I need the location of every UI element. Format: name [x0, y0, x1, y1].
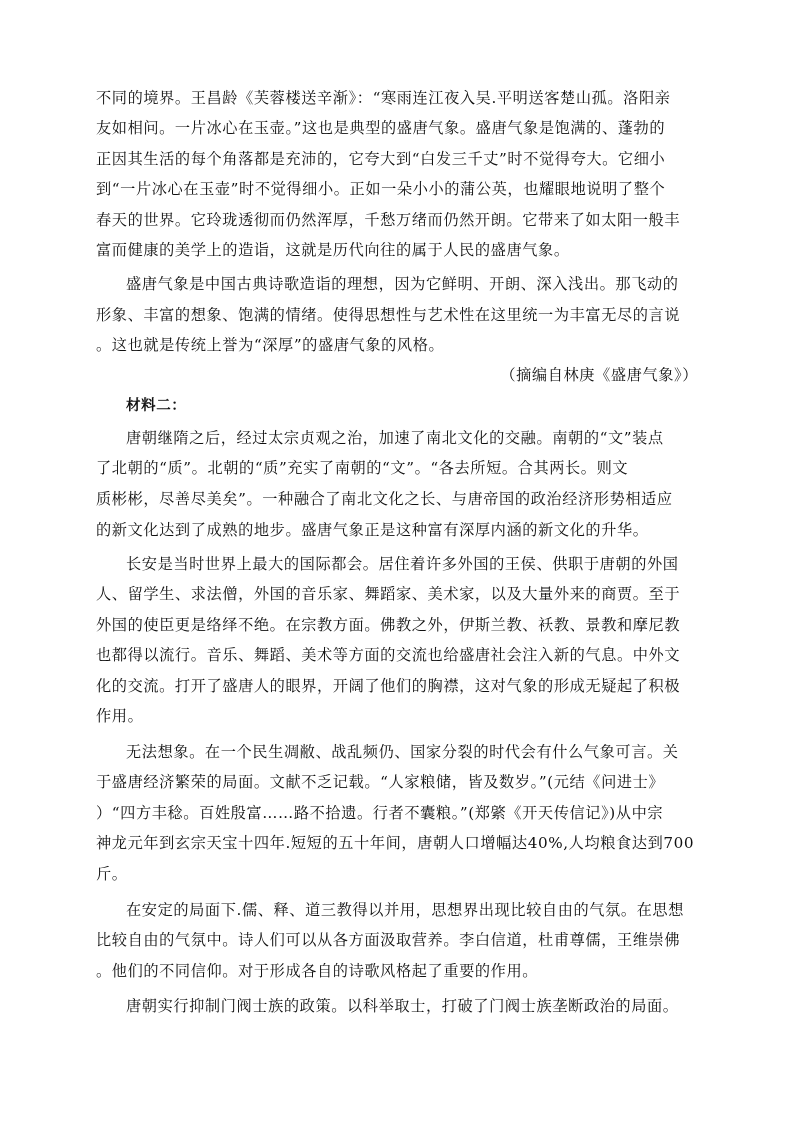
text-line: 于盛唐经济繁荣的局面。文献不乏记载。“人家粮储，皆及数岁。”(元结《问进士》	[96, 773, 665, 791]
text-line: 斤。	[96, 865, 128, 883]
text-line: 了北朝的“质”。北朝的“质”充实了南朝的“文”。“各去所短。合其两长。则文	[96, 459, 629, 477]
text-line: 质彬彬，尽善尽美矣”。一种融合了南北文化之长、与唐帝国的政治经济形势相适应	[96, 490, 673, 508]
text-line: 比较自由的气氛中。诗人们可以从各方面汲取营养。李白信道，杜甫尊儒，王维崇佛	[96, 931, 681, 949]
text-line: 不同的境界。王昌龄《芙蓉楼送辛渐》：“寒雨连江夜入吴.平明送客楚山孤。洛阳亲	[96, 89, 671, 107]
text-line: 春天的世界。它玲珑透彻而仍然浑厚，千愁万绪而仍然开朗。它带来了如太阳一般丰	[96, 211, 681, 229]
paragraph-first-line: 无法想象。在一个民生凋敝、战乱频仍、国家分裂的时代会有什么气象可言。关	[126, 743, 679, 761]
source-citation: （摘编自林庚《盛唐气象》）	[500, 366, 698, 384]
text-line: ）“四方丰稔。百姓殷富……路不拾遗。行者不囊粮。”(郑綮《开天传信记》)从中宗	[96, 804, 664, 822]
text-line: 正因其生活的每个角落都是充沛的，它夸大到“白发三千丈”时不觉得夸大。它细小	[96, 150, 666, 168]
paragraph-first-line: 盛唐气象是中国古典诗歌造诣的理想，因为它鲜明、开朗、深入浅出。那飞动的	[126, 275, 679, 293]
text-line: 神龙元年到玄宗天宝十四年.短短的五十年间，唐朝人口增幅达40%,人均粮食达到700	[96, 834, 695, 852]
text-line: 形象、丰富的想象、饱满的情绪。使得思想性与艺术性在这里统一为丰富无尽的言说	[96, 306, 681, 324]
text-line: 作用。	[96, 707, 144, 725]
text-line: 。这也就是传统上誉为“深厚”的盛唐气象的风格。	[96, 336, 445, 354]
text-line: 富而健康的美学上的造诣，这就是历代向往的属于人民的盛唐气象。	[96, 241, 570, 259]
text-line: 也都得以流行。音乐、舞蹈、美术等方面的交流也给盛唐社会注入新的气息。中外文	[96, 646, 681, 664]
paragraph-first-line: 在安定的局面下.儒、释、道三教得以并用，思想界出现比较自由的气氛。在思想	[126, 901, 684, 919]
text-line: 化的交流。打开了盛唐人的眼界，开阔了他们的胸襟，这对气象的形成无疑起了积极	[96, 677, 681, 695]
text-line: 外国的使臣更是络绎不绝。在宗教方面。佛教之外，伊斯兰教、袄教、景教和摩尼教	[96, 616, 681, 634]
text-line: 的新文化达到了成熟的地步。盛唐气象正是这种富有深厚内涵的新文化的升华。	[96, 521, 649, 539]
section-heading: 材料二：	[126, 398, 187, 414]
paragraph-first-line: 长安是当时世界上最大的国际都会。居住着许多外国的王侯、供职于唐朝的外国	[126, 555, 679, 573]
text-line: 到“一片冰心在玉壶”时不觉得细小。正如一朵小小的蒲公英，也耀眼地说明了整个	[96, 180, 666, 198]
paragraph-first-line: 唐朝继隋之后，经过太宗贞观之治，加速了南北文化的交融。南朝的“文”装点	[126, 429, 664, 447]
text-line: 友如相问。一片冰心在玉壶。”这也是典型的盛唐气象。盛唐气象是饱满的、蓬勃的	[96, 119, 666, 137]
text-line: 人、留学生、求法僧，外国的音乐家、舞蹈家、美术家，以及大量外来的商贾。至于	[96, 585, 681, 603]
text-line: 。他们的不同信仰。对于形成各自的诗歌风格起了重要的作用。	[96, 962, 539, 980]
paragraph-first-line: 唐朝实行抑制门阀士族的政策。以科举取士，打破了门阀士族垄断政治的局面。	[126, 997, 679, 1015]
